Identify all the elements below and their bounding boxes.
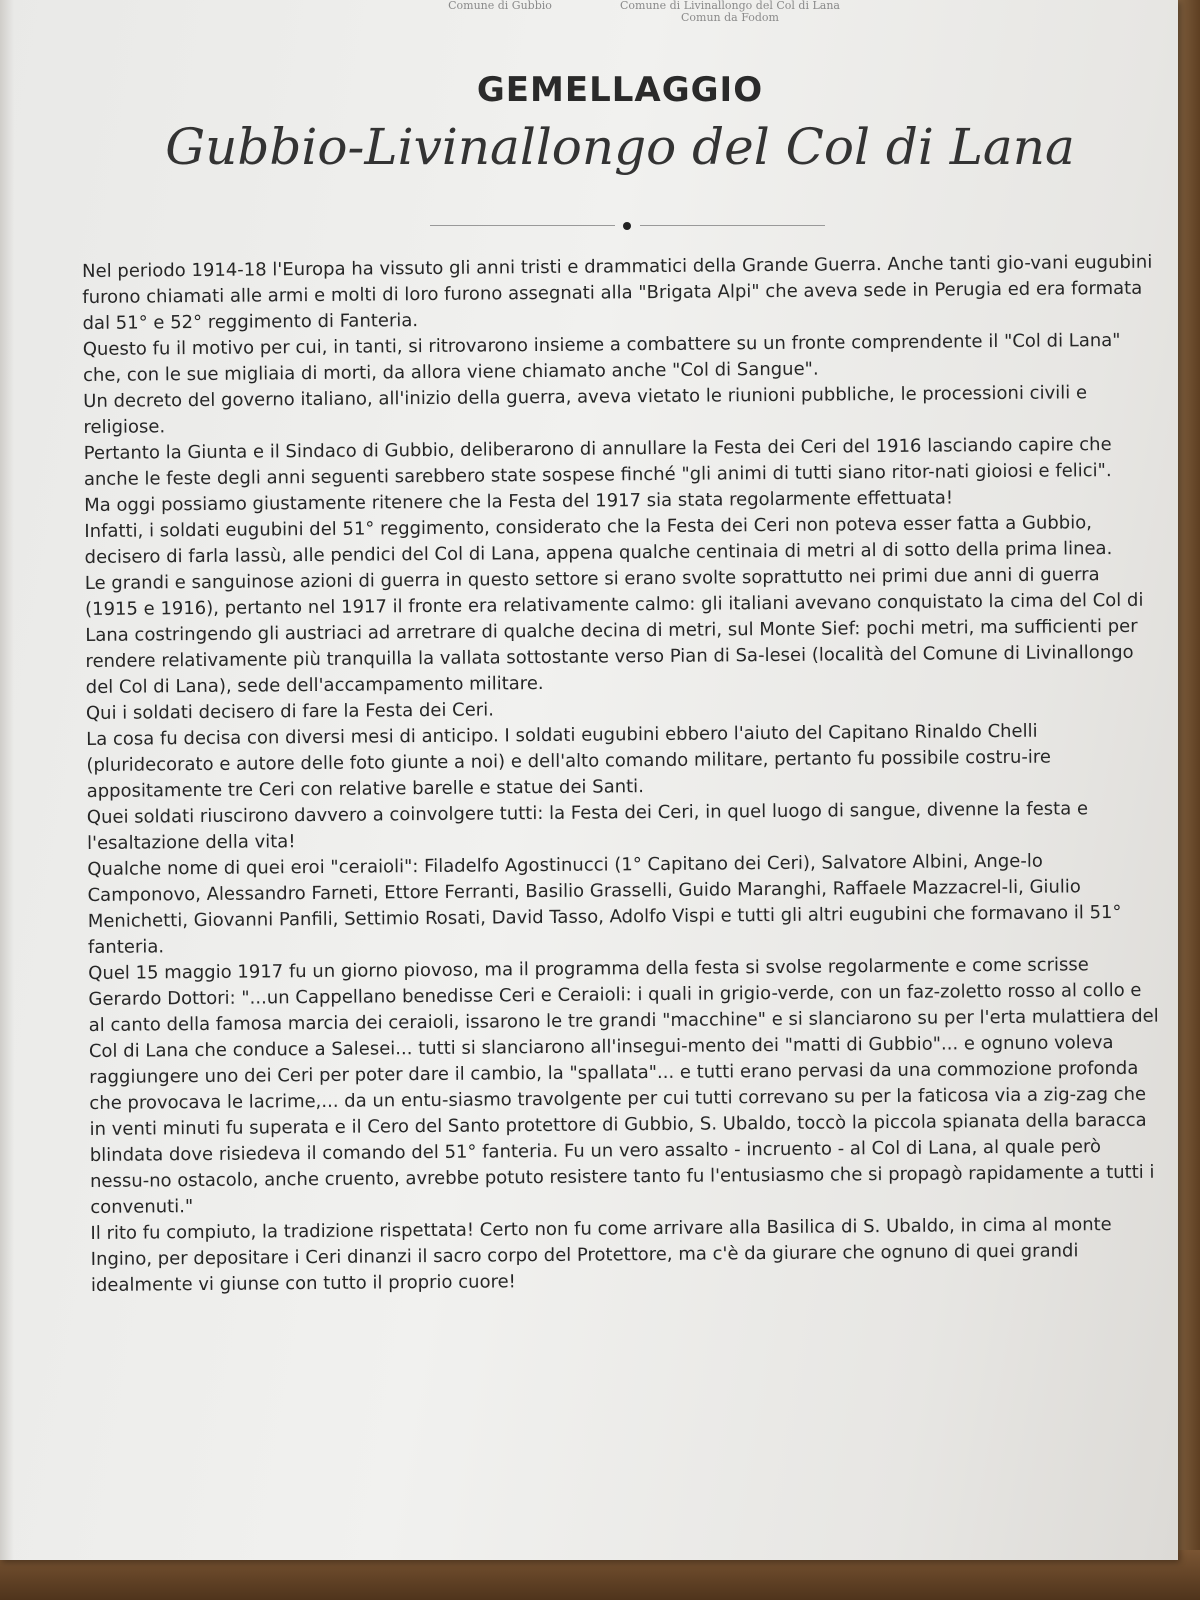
logo-livinallongo-line1: Comune di Livinallongo del Col di Lana	[620, 0, 840, 12]
logo-livinallongo-line2: Comun da Fodom	[681, 11, 779, 24]
paragraph: Ma oggi possiamo giustamente ritenere che la Festa del 1917 sia stata regolarmente effettuata!	[84, 487, 954, 516]
divider-line-right	[640, 225, 825, 226]
paragraph: Le grandi e sanguinose azioni di guerra in questo settore si erano svolte soprattutto nei primi due anni di guerra (1915 e 1916), pertanto nel 1917 il fronte era relativamente calmo: gli italiani avevano conquistato la cima del Col di Lana costringendo gli austriaci ad arretrare di qualche decina di metri, sul Monte Sief: pochi metri, ma sufficienti per rendere relativamente più tranquilla la vallata sottostante verso Pian di Sa-lesei (località del Comune di Livinallongo del Col di Lana), sede dell'accampamento militare.	[84, 564, 1144, 698]
paragraph: Pertanto la Giunta e il Sindaco di Gubbio, deliberarono di annullare la Festa dei Ceri del 1916 lasciando capire che anche le feste degli anni seguenti sarebbero state sospese finché "gli animi di tutti siano ritor-nati gioiosi e felici".	[83, 434, 1112, 490]
page-subtitle: Gubbio-Livinallongo del Col di Lana	[165, 118, 1075, 176]
paragraph: Un decreto del governo italiano, all'inizio della guerra, aveva vietato le riunioni pubbliche, le processioni civili e religiose.	[83, 382, 1088, 438]
paragraph: Quel 15 maggio 1917 fu un giorno piovoso, ma il programma della festa si svolse regolarmente e come scrisse Gerardo Dottori: "...un Cappellano benedisse Ceri e Ceraioli: i quali in grigio-verde, con un faz-zoletto rosso al collo e al canto della famosa marcia dei ceraioli, issarono le tre grandi "macchine" e si slanciarono su per l'erta mulattiera del Col di Lana che conduce a Salesei... tutti si slanciarono all'insegui-mento dei "matti di Gubbio"... e ognuno voleva raggiungere uno dei Ceri per poter dare il cambio, la "spallata"... e tutti erano pervasi da una commozione profonda che provocava le lacrime,... da un entu-siasmo travolgente per cui tutti correvano su per la faticosa via a zig-zag che in venti minuti fu superata e il Cero del Santo protettore di Gubbio, S. Ubaldo, toccò la piccola spianata della baracca blindata dove risiedeva il comando del 51° fanteria. Fu un vero assalto - incruento - al Col di Lana, al quale però nessu-no ostacolo, anche cruento, avrebbe potuto resistere tanto fu l'entusiasmo che si propagò rapidamente a tutti i convenuti."	[88, 954, 1159, 1218]
divider-line-left	[430, 225, 615, 226]
paragraph: Infatti, i soldati eugubini del 51° reggimento, considerato che la Festa dei Ceri non poteva esser fatta a Gubbio, decisero di farla lassù, alle pendici del Col di Lana, appena qualche centinaia di metri al di sotto della prima linea.	[84, 512, 1113, 568]
paragraph: Qui i soldati decisero di fare la Festa dei Ceri.	[85, 699, 494, 724]
paragraph: Questo fu il motivo per cui, in tanti, si ritrovarono insieme a combattere su un fronte comprendente il "Col di Lana" che, con le sue migliaia di morti, da allora viene chiamato anche "Col di Sangue".	[82, 329, 1121, 386]
logo-livinallongo	[610, 0, 850, 24]
title-divider	[430, 224, 825, 228]
paragraph: Il rito fu compiuto, la tradizione rispettata! Certo non fu come arrivare alla Basilica di S. Ubaldo, in cima al monte Ingino, per depositare i Ceri dinanzi il sacro corpo del Protettore, ma c'è da giurare che ognuno di quei grandi idealmente vi giunse con tutto il proprio cuore!	[90, 1214, 1112, 1296]
panel-edge-shadow	[0, 0, 14, 1560]
header-logos	[420, 0, 980, 30]
paragraph: Nel periodo 1914-18 l'Europa ha vissuto gli anni tristi e drammatici della Grande Guerra. Anche tanti gio-vani eugubini furono chiamati alle armi e molti di loro furono assegnati alla "Brigata Alpi" che aveva sede in Perugia ed era formata dal 51° e 52° reggimento di Fanteria.	[82, 251, 1153, 334]
divider-dot	[623, 222, 631, 230]
page-title: GEMELLAGGIO	[476, 70, 764, 110]
paragraph: Quei soldati riuscirono davvero a coinvolgere tutti: la Festa dei Ceri, in quel luogo di sangue, divenne la festa e l'esaltazione della vita!	[86, 798, 1089, 854]
body-text	[82, 250, 1163, 1299]
paragraph: La cosa fu decisa con diversi mesi di anticipo. I soldati eugubini ebbero l'aiuto del Capitano Rinaldo Chelli (pluridecorato e autore delle foto giunte a noi) e dell'alto comando militare, pertanto fu possibile costru-ire appositamente tre Ceri con relative barelle e statue dei Santi.	[86, 720, 1051, 802]
paragraph: Qualche nome di quei eroi "ceraioli": Filadelfo Agostinucci (1° Capitano dei Ceri), Salvatore Albini, Ange-lo Camponovo, Alessandro Farneti, Ettore Ferranti, Basilio Grasselli, Guido Maranghi, Raffaele Mazzacrel-li, Giulio Menichetti, Giovanni Panfili, Settimio Rosati, David Tasso, Adolfo Vispi e tutti gli altri eugubini che formavano il 51° fanteria.	[87, 850, 1122, 958]
logo-gubbio: Comune di Gubbio	[448, 0, 552, 12]
